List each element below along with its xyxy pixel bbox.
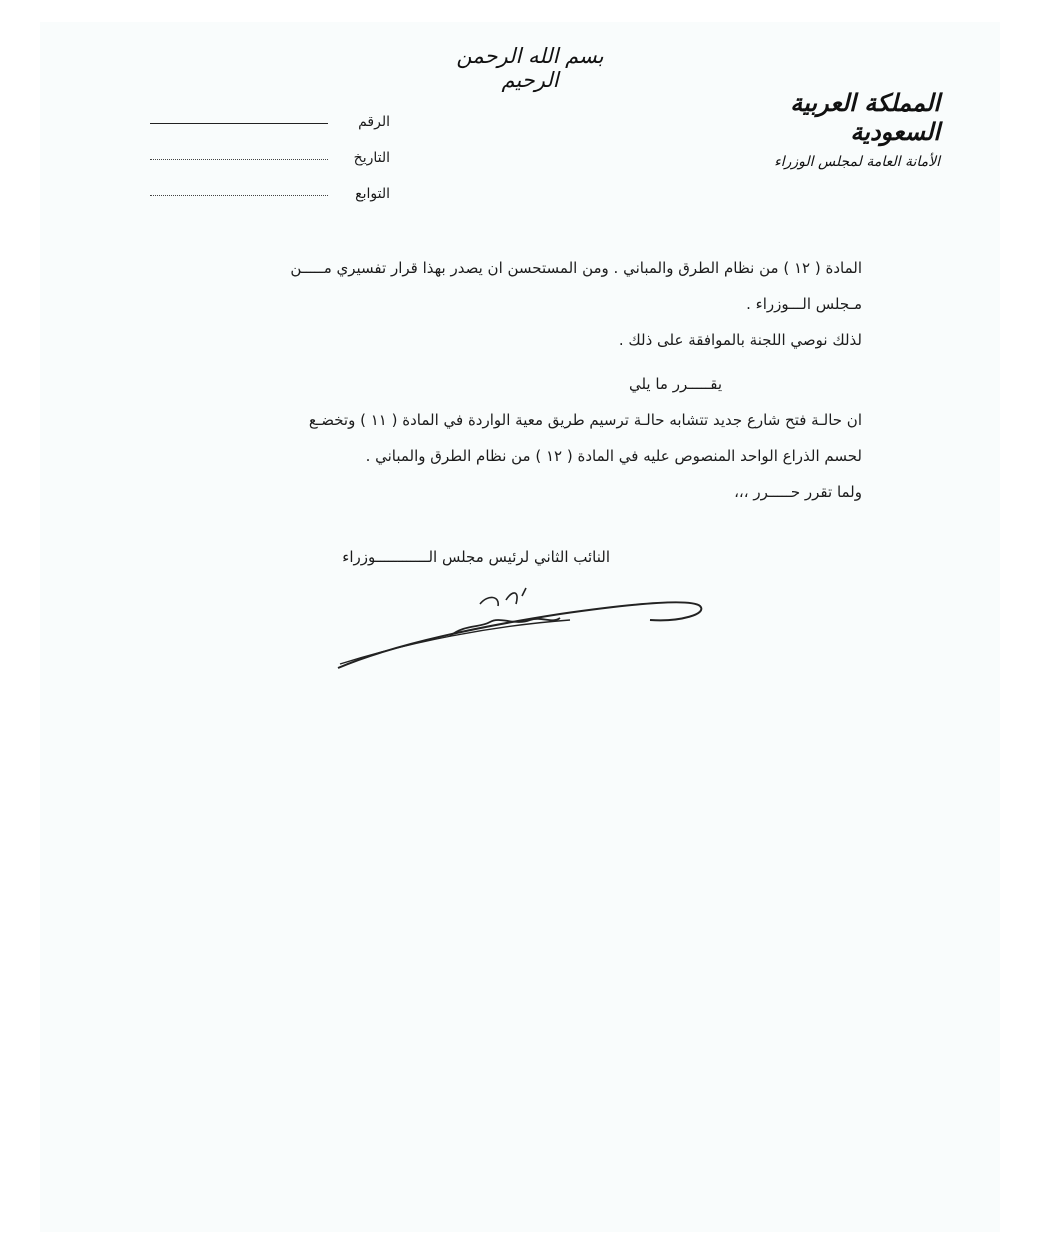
- reference-date-line: [150, 159, 328, 160]
- reference-block: [150, 94, 390, 202]
- decision-heading: يقـــــرر ما يلي: [628, 375, 722, 393]
- letter-body: [140, 250, 862, 510]
- body-line: مـجلس الـــوزراء .: [746, 295, 862, 313]
- letterhead-office: الأمانة العامة لمجلس الوزراء: [774, 154, 940, 170]
- reference-number-row: [150, 94, 390, 130]
- basmala: بسم الله الرحمن الرحيم: [456, 44, 604, 92]
- decision-line: ولما تقرر حـــــرر ،،،: [734, 483, 862, 501]
- decision-line: ان حالـة فتح شارع جديد تتشابه حالـة ترسيم طريق معية الواردة في المادة ( ١١ ) وتخضـع: [308, 411, 862, 429]
- reference-number-label: الرقم: [358, 114, 390, 130]
- decision-line: لحسم الذراع الواحد المنصوص عليه في المادة ( ١٢ ) من نظام الطرق والمباني .: [365, 447, 862, 465]
- reference-number-line: [150, 123, 328, 124]
- handwritten-signature: [330, 576, 710, 676]
- reference-date-row: [150, 130, 390, 166]
- letterhead: [740, 88, 940, 170]
- reference-attachments-row: [150, 166, 390, 202]
- signatory-title: النائب الثاني لرئيس مجلس الــــــــــــوزراء: [342, 548, 610, 566]
- reference-attachments-label: التوابع: [355, 186, 390, 202]
- reference-attachments-line: [150, 195, 328, 196]
- body-line: المادة ( ١٢ ) من نظام الطرق والمباني . ومن المستحسن ان يصدر بهذا قرار تفسيري مـــــن: [290, 259, 862, 277]
- reference-date-label: التاريخ: [353, 150, 390, 166]
- body-line: لذلك نوصي اللجنة بالموافقة على ذلك .: [618, 331, 862, 349]
- letterhead-kingdom: المملكة العربية السعودية: [790, 88, 940, 146]
